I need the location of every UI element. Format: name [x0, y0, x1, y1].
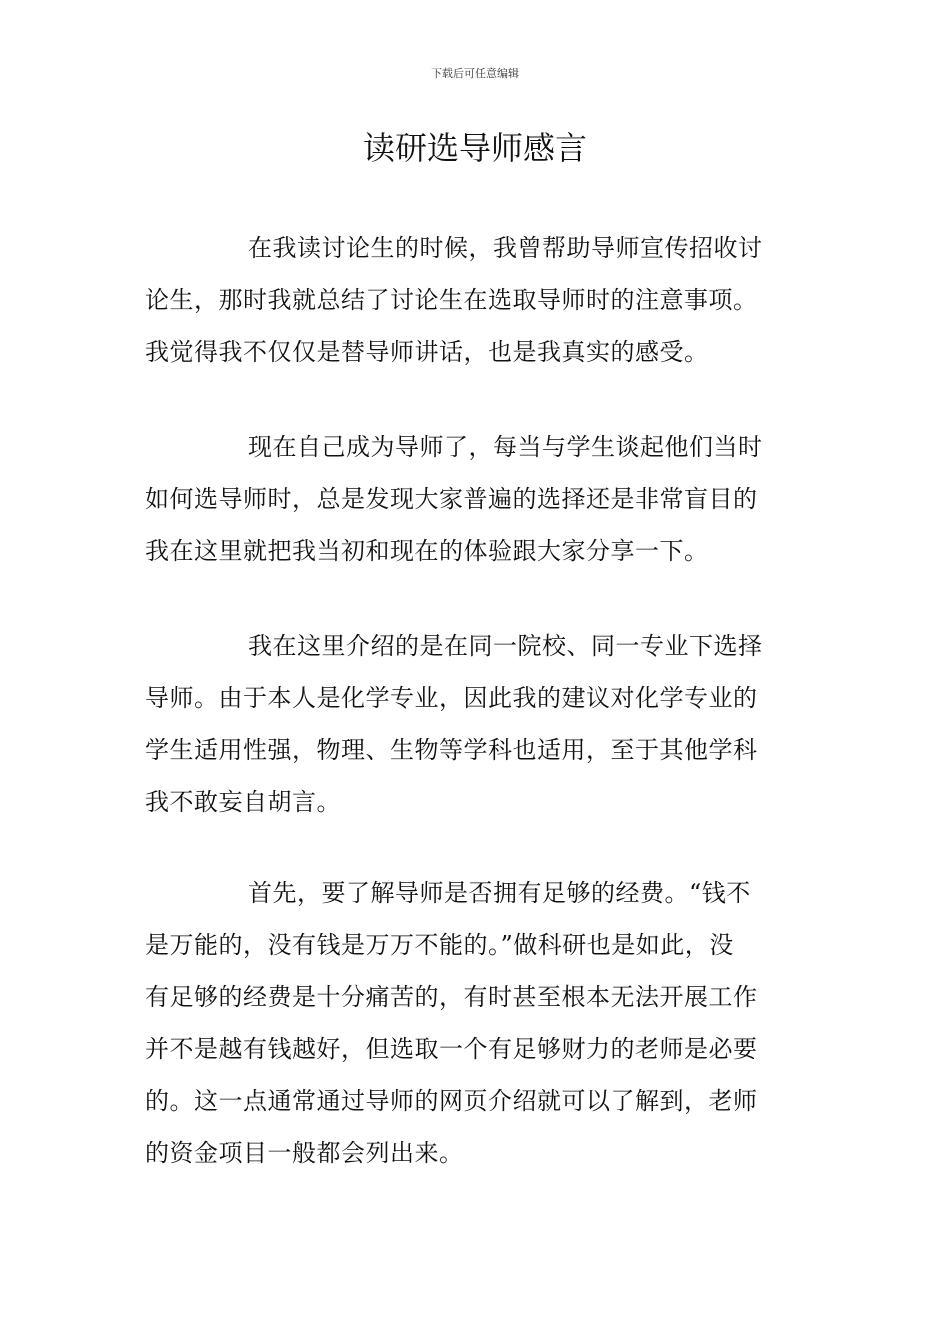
paragraph-4	[145, 867, 809, 1179]
paragraph-line: 现在自己成为导师了，每当与学生谈起他们当时	[248, 433, 763, 461]
paragraph-line: 首先，要了解导师是否拥有足够的经费。“钱不	[248, 879, 751, 907]
paragraph-line: 我在这里就把我当初和现在的体验跟大家分享一下。	[145, 537, 709, 565]
paragraph-1	[145, 222, 809, 378]
document-title: 读研选导师感言	[362, 129, 587, 167]
paragraph-line: 我在这里介绍的是在同一院校、同一专业下选择	[248, 632, 763, 660]
paragraph-line: 的资金项目一般都会列出来。	[145, 1139, 464, 1167]
paragraph-line: 如何选导师时，总是发现大家普遍的选择还是非常盲目的	[145, 485, 758, 513]
paragraph-line: 并不是越有钱越好，但选取一个有足够财力的老师是必要	[145, 1035, 758, 1063]
paragraph-3	[145, 620, 809, 828]
paragraph-line: 导师。由于本人是化学专业，因此我的建议对化学专业的	[145, 684, 758, 712]
paragraph-2	[145, 421, 809, 577]
paragraph-line: 我不敢妄自胡言。	[145, 788, 341, 816]
paragraph-line: 在我读讨论生的时候，我曾帮助导师宣传招收讨	[248, 234, 763, 262]
paragraph-line: 的。这一点通常通过导师的网页介绍就可以了解到，老师	[145, 1087, 758, 1115]
paragraph-line: 我觉得我不仅仅是替导师讲话，也是我真实的感受。	[145, 338, 709, 366]
paragraph-line: 有足够的经费是十分痛苦的，有时甚至根本无法开展工作	[145, 983, 758, 1011]
header-note: 下载后可任意编辑	[431, 67, 519, 80]
paragraph-line: 是万能的，没有钱是万万不能的。”做科研也是如此，没	[145, 931, 734, 959]
paragraph-line: 论生，那时我就总结了讨论生在选取导师时的注意事项。	[145, 286, 758, 314]
paragraph-line: 学生适用性强，物理、生物等学科也适用，至于其他学科	[145, 736, 758, 764]
